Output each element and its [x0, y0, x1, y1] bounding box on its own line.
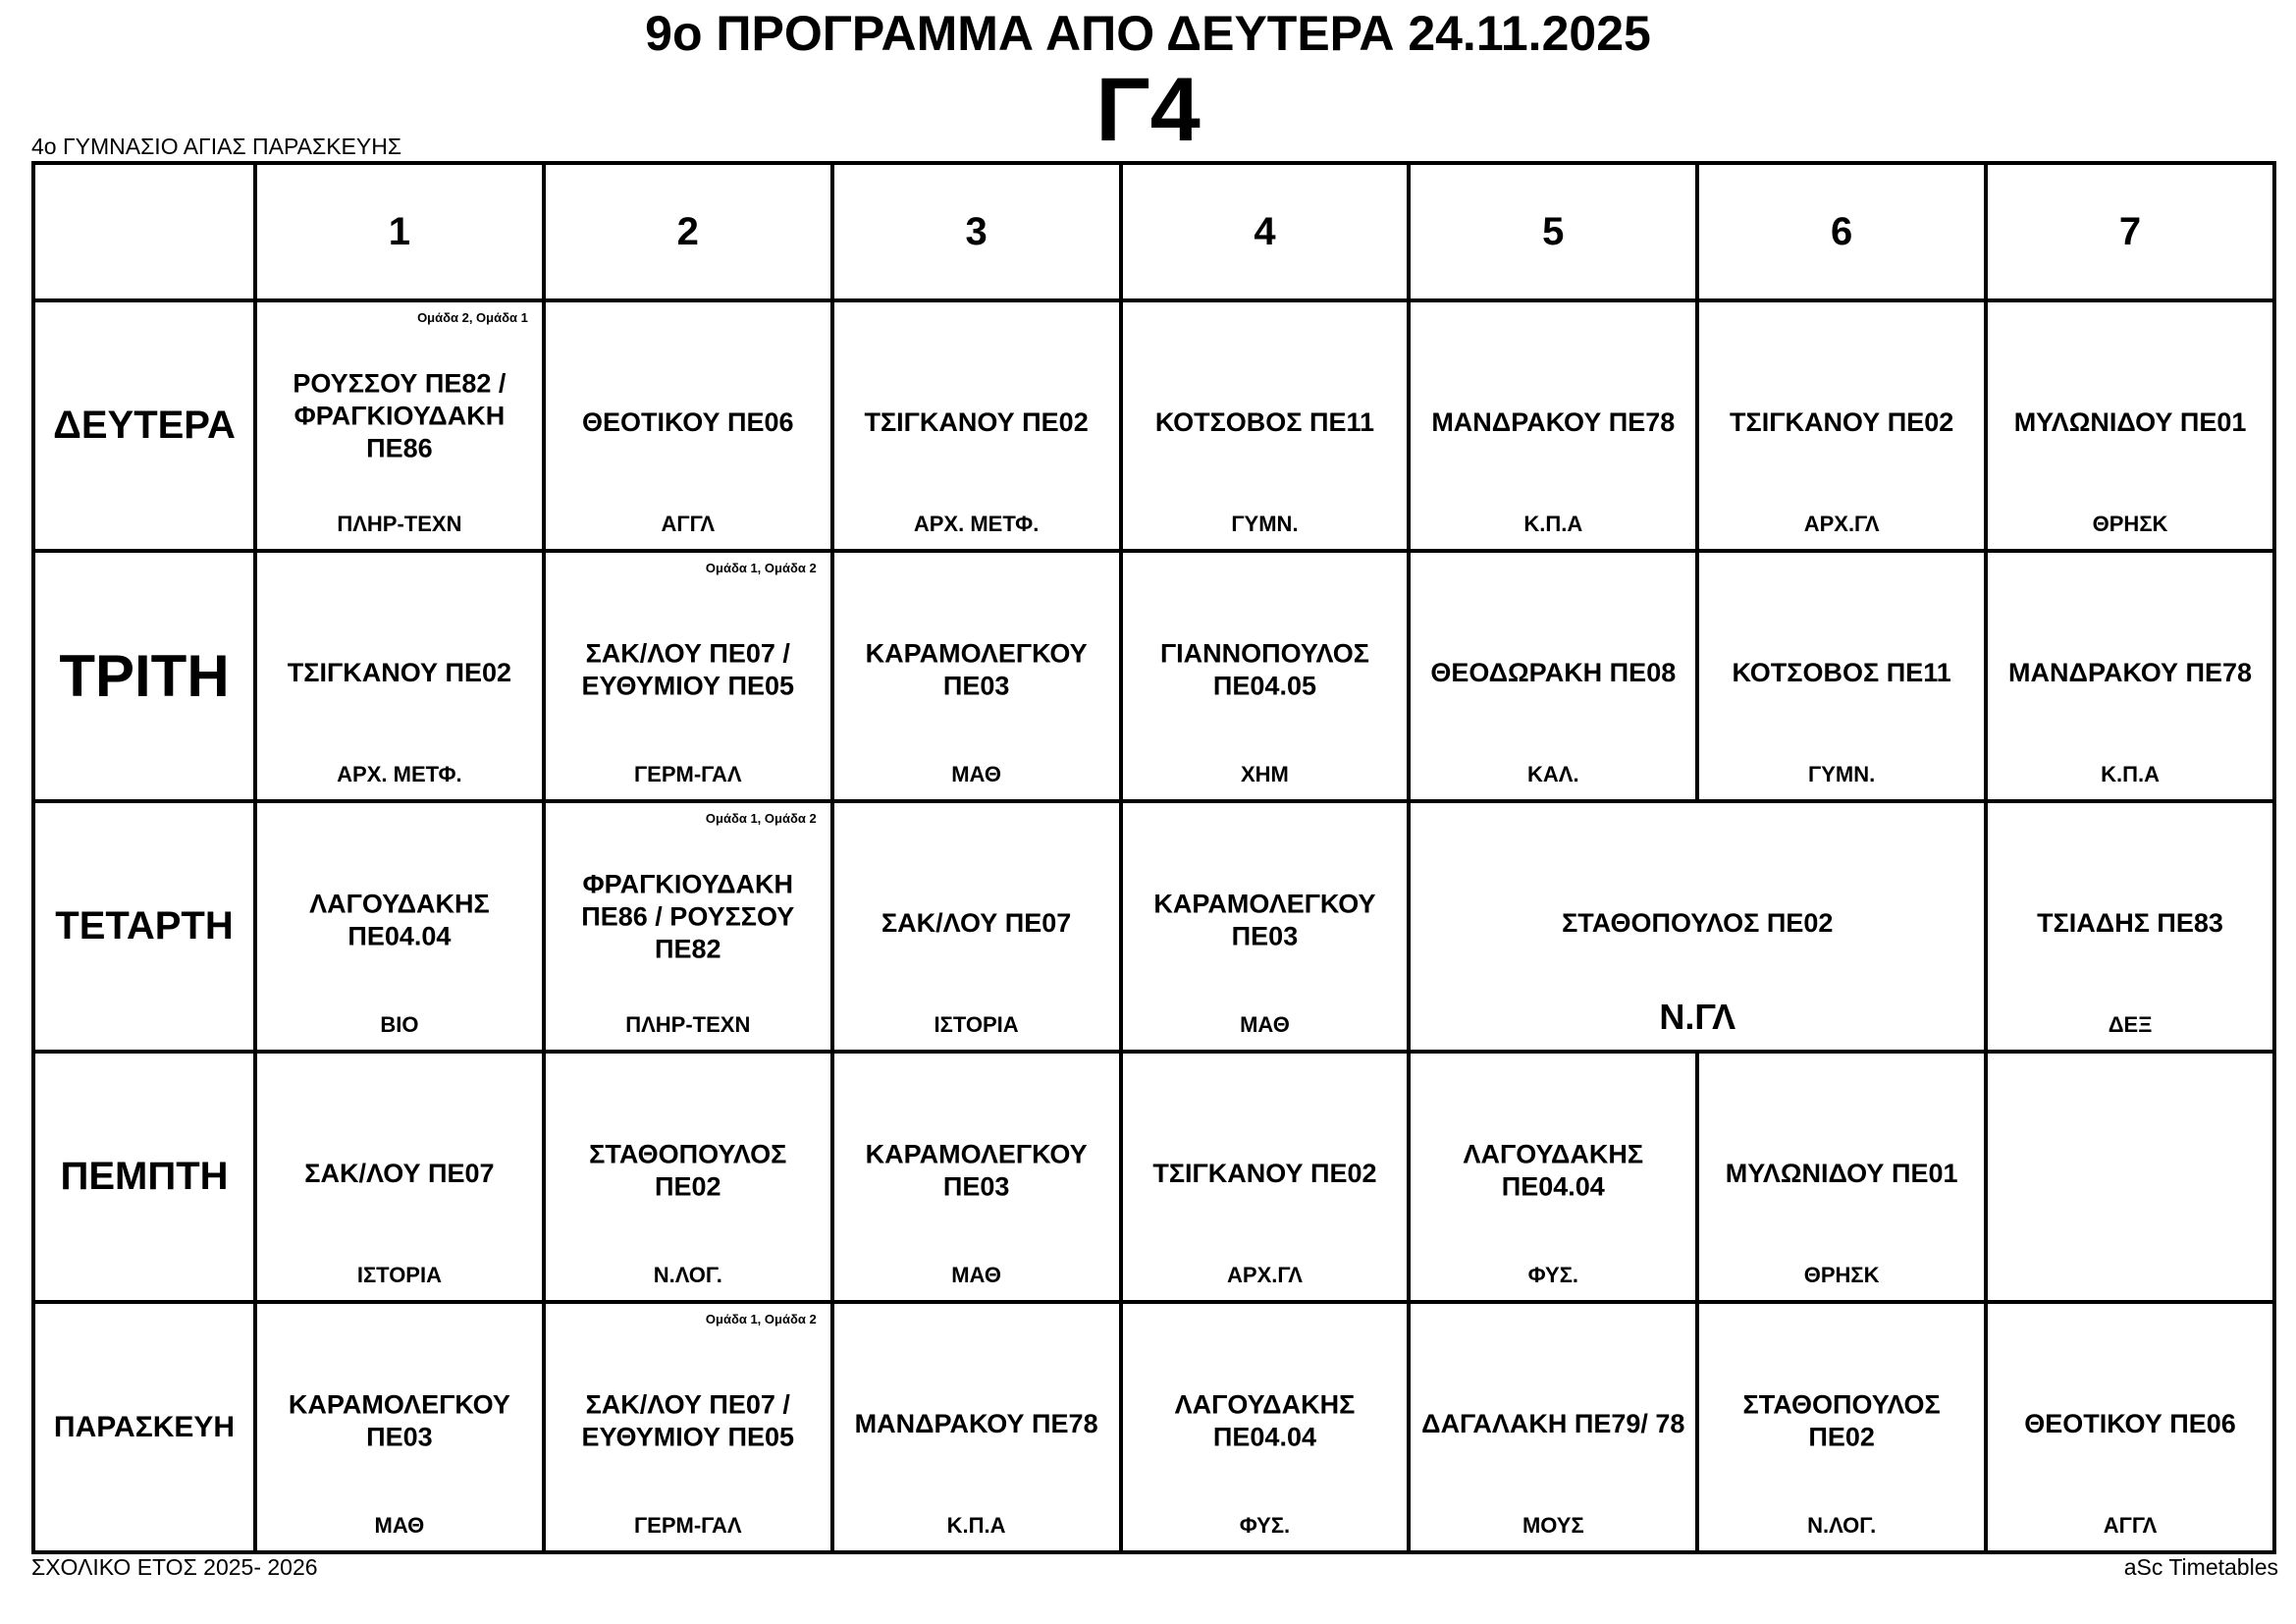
subject-name: ΠΛΗΡ-ΤΕΧΝ: [625, 1012, 751, 1037]
lesson-cell: [1697, 1052, 1986, 1302]
subject-name: ΙΣΤΟΡΙΑ: [356, 1263, 442, 1287]
lesson-cell: [544, 300, 832, 551]
day-label: ΤΡΙΤΗ: [33, 551, 255, 801]
lesson-cell: [1121, 551, 1410, 801]
subject-name: Ν.ΛΟΓ.: [1807, 1513, 1877, 1538]
lesson-cell: [1121, 801, 1410, 1052]
lesson-cell: [1986, 1052, 2274, 1302]
subject-name: ΑΓΓΛ: [2103, 1513, 2158, 1538]
teacher-name: ΜΥΛΩΝΙΔΟΥ ΠΕ01: [2013, 406, 2247, 437]
teacher-name: ΣΤΑΘΟΠΟΥΛΟΣ ΠΕ02: [1742, 1388, 1941, 1451]
timetable-grid: [31, 161, 2276, 1554]
teacher-name: ΤΣΙΓΚΑΝΟΥ ΠΕ02: [1730, 406, 1954, 437]
subject-name: ΑΓΓΛ: [661, 512, 716, 536]
class-name: Γ4: [1095, 60, 1201, 160]
day-row: [33, 801, 2274, 1052]
lesson-cell: [255, 801, 544, 1052]
period-header: 3: [832, 163, 1121, 300]
lesson-cell: [255, 1302, 544, 1552]
subject-name: ΔΕΞ: [2108, 1012, 2153, 1037]
teacher-name: ΣΑΚ/ΛΟΥ ΠΕ07: [881, 907, 1072, 938]
subject-name: ΓΥΜΝ.: [1231, 512, 1299, 536]
lesson-cell: [1409, 1302, 1697, 1552]
group-label: Ομάδα 1, Ομάδα 2: [705, 1312, 817, 1326]
lesson-cell: [255, 1052, 544, 1302]
group-label: Ομάδα 1, Ομάδα 2: [705, 811, 817, 826]
subject-name: Κ.Π.Α: [1523, 512, 1583, 536]
subject-name: ΑΡΧ.ΓΛ: [1803, 512, 1880, 536]
teacher-name: ΛΑΓΟΥΔΑΚΗΣ ΠΕ04.04: [1463, 1138, 1644, 1201]
day-label: ΠΑΡΑΣΚΕΥΗ: [33, 1302, 255, 1552]
subject-name: ΚΑΛ.: [1527, 762, 1579, 786]
group-label: Ομάδα 2, Ομάδα 1: [417, 310, 528, 325]
teacher-name: ΚΟΤΣΟΒΟΣ ΠΕ11: [1732, 657, 1951, 687]
teacher-name: ΜΑΝΔΡΑΚΟΥ ΠΕ78: [854, 1408, 1098, 1438]
teacher-name: ΜΑΝΔΡΑΚΟΥ ΠΕ78: [1431, 406, 1676, 437]
day-label: ΤΕΤΑΡΤΗ: [33, 801, 255, 1052]
day-label: ΠΕΜΠΤΗ: [33, 1052, 255, 1302]
lesson-cell: [1121, 300, 1410, 551]
subject-name: ΜΑΘ: [1240, 1012, 1290, 1037]
page-title: 9ο ΠΡΟΓΡΑΜΜΑ ΑΠΟ ΔΕΥΤΕΡΑ 24.11.2025: [645, 6, 1651, 61]
lesson-cell: [544, 1052, 832, 1302]
teacher-name: ΚΑΡΑΜΟΛΕΓΚΟΥ ΠΕ03: [865, 637, 1088, 700]
software-credit: aSc Timetables: [2123, 1554, 2278, 1580]
lesson-cell: [1409, 300, 1697, 551]
lesson-cell: [832, 551, 1121, 801]
teacher-name: ΣΤΑΘΟΠΟΥΛΟΣ ΠΕ02: [589, 1138, 787, 1201]
subject-name: ΜΑΘ: [951, 1263, 1001, 1287]
subject-name: Ν.ΛΟΓ.: [653, 1263, 722, 1287]
lesson-cell: [832, 801, 1121, 1052]
subject-name: Κ.Π.Α: [2101, 762, 2160, 786]
subject-name: ΘΡΗΣΚ: [2092, 512, 2168, 536]
subject-name: Κ.Π.Α: [946, 1513, 1006, 1538]
teacher-name: ΘΕΟΤΙΚΟΥ ΠΕ06: [581, 406, 794, 437]
group-label: Ομάδα 1, Ομάδα 2: [705, 561, 817, 575]
period-header: 4: [1121, 163, 1410, 300]
period-header: 1: [255, 163, 544, 300]
lesson-cell: [832, 1052, 1121, 1302]
day-row: [33, 551, 2274, 801]
subject-name: ΧΗΜ: [1241, 762, 1289, 786]
subject-name: ΑΡΧ. ΜΕΤΦ.: [337, 762, 462, 786]
lesson-cell: [1409, 1052, 1697, 1302]
lesson-cell: [1121, 1052, 1410, 1302]
lesson-cell: [255, 551, 544, 801]
teacher-name: ΛΑΓΟΥΔΑΚΗΣ ΠΕ04.04: [309, 888, 490, 950]
subject-name: Ν.ΓΛ: [1659, 997, 1736, 1037]
lesson-cell: [544, 1302, 832, 1552]
subject-name: ΑΡΧ.ΓΛ: [1227, 1263, 1303, 1287]
corner-cell: [33, 163, 255, 300]
lesson-cell: [1409, 801, 1986, 1052]
lesson-cell: [1986, 551, 2274, 801]
subject-name: ΘΡΗΣΚ: [1803, 1263, 1880, 1287]
day-row: [33, 300, 2274, 551]
lesson-cell: [1986, 801, 2274, 1052]
teacher-name: ΣΑΚ/ΛΟΥ ΠΕ07 / ΕΥΘΥΜΙΟΥ ΠΕ05: [581, 637, 795, 700]
teacher-name: ΣΑΚ/ΛΟΥ ΠΕ07: [304, 1158, 495, 1188]
lesson-cell: [1986, 300, 2274, 551]
teacher-name: ΣΑΚ/ΛΟΥ ΠΕ07 / ΕΥΘΥΜΙΟΥ ΠΕ05: [581, 1388, 795, 1451]
teacher-name: ΚΑΡΑΜΟΛΕΓΚΟΥ ΠΕ03: [865, 1138, 1088, 1201]
lesson-cell: [1409, 551, 1697, 801]
teacher-name: ΣΤΑΘΟΠΟΥΛΟΣ ΠΕ02: [1562, 907, 1834, 938]
lesson-cell: [1697, 300, 1986, 551]
school-name: 4ο ΓΥΜΝΑΣΙΟ ΑΓΙΑΣ ΠΑΡΑΣΚΕΥΗΣ: [31, 134, 402, 159]
teacher-name: ΦΡΑΓΚΙΟΥΔΑΚΗ ΠΕ86 / ΡΟΥΣΣΟΥ ΠΕ82: [581, 869, 795, 964]
teacher-name: ΤΣΙΓΚΑΝΟΥ ΠΕ02: [864, 406, 1089, 437]
period-header: 2: [544, 163, 832, 300]
teacher-name: ΚΑΡΑΜΟΛΕΓΚΟΥ ΠΕ03: [1153, 888, 1376, 950]
period-header-row: [33, 163, 2274, 300]
subject-name: ΦΥΣ.: [1239, 1513, 1291, 1538]
teacher-name: ΜΑΝΔΡΑΚΟΥ ΠΕ78: [2008, 657, 2253, 687]
teacher-name: ΘΕΟΔΩΡΑΚΗ ΠΕ08: [1430, 657, 1677, 687]
subject-name: ΑΡΧ. ΜΕΤΦ.: [913, 512, 1040, 536]
teacher-name: ΤΣΙΑΔΗΣ ΠΕ83: [2037, 907, 2223, 938]
teacher-name: ΔΑΓΑΛΑΚΗ ΠΕ79/ 78: [1421, 1408, 1685, 1438]
subject-name: ΠΛΗΡ-ΤΕΧΝ: [337, 512, 462, 536]
teacher-name: ΜΥΛΩΝΙΔΟΥ ΠΕ01: [1725, 1158, 1958, 1188]
day-label: ΔΕΥΤΕΡΑ: [33, 300, 255, 551]
lesson-cell: [832, 1302, 1121, 1552]
teacher-name: ΤΣΙΓΚΑΝΟΥ ΠΕ02: [287, 657, 512, 687]
lesson-cell: [544, 551, 832, 801]
teacher-name: ΓΙΑΝΝΟΠΟΥΛΟΣ ΠΕ04.05: [1159, 637, 1369, 700]
period-header: 7: [1986, 163, 2274, 300]
subject-name: ΦΥΣ.: [1527, 1263, 1579, 1287]
subject-name: ΜΟΥΣ: [1522, 1513, 1584, 1538]
subject-name: ΙΣΤΟΡΙΑ: [934, 1012, 1019, 1037]
subject-name: ΜΑΘ: [951, 762, 1001, 786]
subject-name: ΒΙΟ: [380, 1012, 419, 1037]
day-row: [33, 1302, 2274, 1552]
lesson-cell: [544, 801, 832, 1052]
teacher-name: ΤΣΙΓΚΑΝΟΥ ΠΕ02: [1152, 1158, 1377, 1188]
subject-name: ΜΑΘ: [374, 1513, 425, 1538]
lesson-cell: [255, 300, 544, 551]
teacher-name: ΛΑΓΟΥΔΑΚΗΣ ΠΕ04.04: [1174, 1388, 1356, 1451]
teacher-name: ΡΟΥΣΣΟΥ ΠΕ82 / ΦΡΑΓΚΙΟΥΔΑΚΗ ΠΕ86: [293, 368, 507, 463]
teacher-name: ΘΕΟΤΙΚΟΥ ΠΕ06: [2024, 1408, 2236, 1438]
period-header: 5: [1409, 163, 1697, 300]
lesson-cell: [1697, 1302, 1986, 1552]
teacher-name: ΚΟΤΣΟΒΟΣ ΠΕ11: [1154, 406, 1375, 437]
lesson-cell: [1697, 551, 1986, 801]
lesson-cell: [832, 300, 1121, 551]
lesson-cell: [1986, 1302, 2274, 1552]
subject-name: ΓΥΜΝ.: [1808, 762, 1876, 786]
teacher-name: ΚΑΡΑΜΟΛΕΓΚΟΥ ΠΕ03: [288, 1388, 510, 1451]
school-year: ΣΧΟΛΙΚΟ ΕΤΟΣ 2025- 2026: [31, 1554, 318, 1580]
subject-name: ΓΕΡΜ-ΓΑΛ: [633, 1513, 742, 1538]
subject-name: ΓΕΡΜ-ΓΑΛ: [633, 762, 742, 786]
lesson-cell: [1121, 1302, 1410, 1552]
period-header: 6: [1697, 163, 1986, 300]
day-row: [33, 1052, 2274, 1302]
